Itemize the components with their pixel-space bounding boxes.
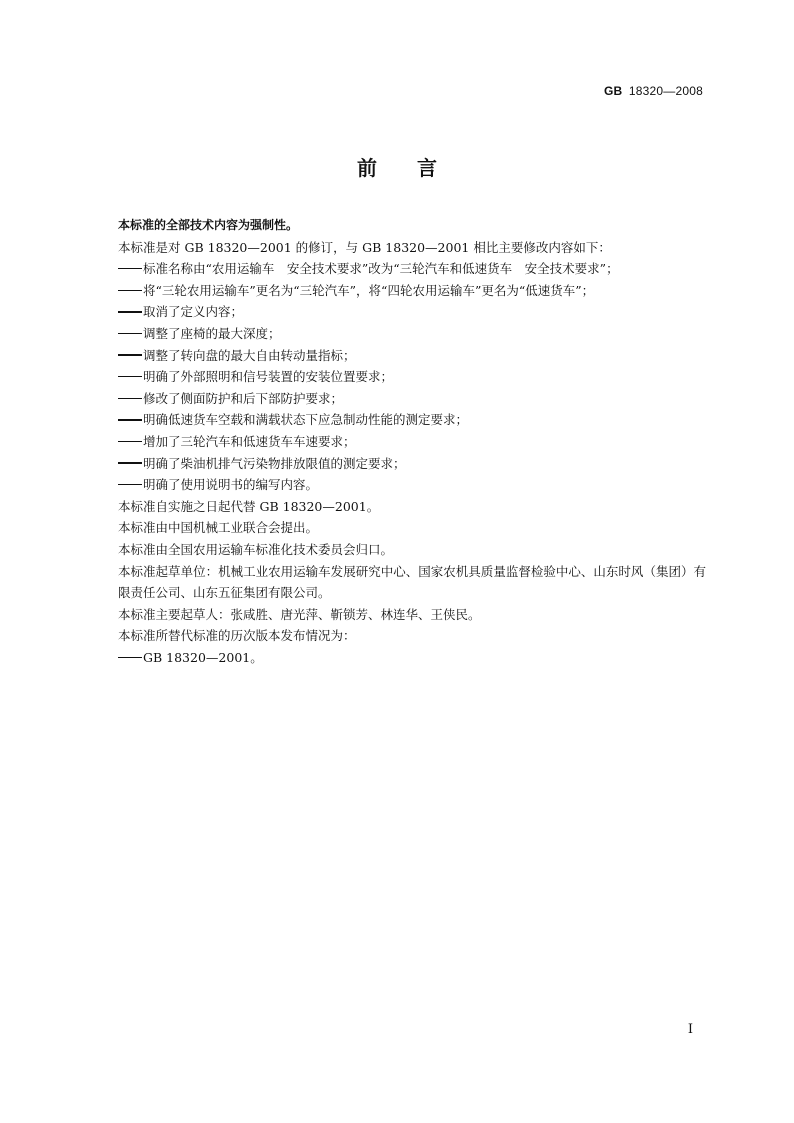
change-item: [94, 323, 706, 345]
change-item-text: 标准名称由“农用运输车 安全技术要求”改为“三轮汽车和低速货车 安全技术要求”；: [143, 261, 619, 277]
change-item-text: 修改了侧面防护和后下部防护要求；: [143, 390, 344, 406]
change-item-text: 调整了转向盘的最大自由转动量指标；: [143, 347, 356, 363]
change-item-text: 增加了三轮汽车和低速货车车速要求；: [143, 433, 356, 449]
change-item: [94, 453, 706, 475]
change-item: [94, 345, 706, 367]
dash-marker: [118, 419, 142, 421]
change-item: [94, 258, 706, 280]
change-item: [94, 474, 706, 496]
change-item: [94, 366, 706, 388]
dash-marker: [118, 376, 142, 378]
dash-marker: [118, 290, 142, 292]
change-item-text: 取消了定义内容；: [143, 304, 244, 320]
page-number: I: [687, 1022, 693, 1037]
change-item-text: 明确了柴油机排气污染物排放限值的测定要求；: [143, 455, 406, 471]
dash-marker: [118, 268, 142, 270]
change-item: [94, 301, 706, 323]
dash-marker: [118, 484, 142, 486]
history-item-text: GB 18320—2001。: [143, 649, 263, 665]
dash-marker: [118, 354, 142, 356]
change-item: [94, 431, 706, 453]
foreword-body: [94, 215, 706, 668]
replacement-statement: 本标准自实施之日起代替 GB 18320—2001。: [118, 498, 380, 514]
dash-marker: [118, 441, 142, 443]
standard-prefix: GB: [603, 84, 623, 98]
change-item: [94, 280, 706, 302]
drafters: 本标准主要起草人：张咸胜、唐光萍、靳锁芳、林连华、王侠民。: [118, 606, 481, 622]
change-item: [94, 409, 706, 431]
dash-marker: [118, 462, 142, 464]
dash-marker: [118, 398, 142, 400]
dash-marker: [118, 657, 142, 659]
history-item: [94, 647, 706, 669]
revision-intro: 本标准是对 GB 18320—2001 的修订，与 GB 18320—2001 相比主要修改内容如下：: [118, 239, 611, 255]
dash-marker: [118, 333, 142, 335]
drafting-units: 本标准起草单位：机械工业农用运输车发展研究中心、国家农机具质量监督检验中心、山东时风（集团）有限责任公司、山东五征集团有限公司。: [118, 563, 706, 601]
mandatory-statement: 本标准的全部技术内容为强制性。: [118, 218, 299, 232]
proposer-statement: 本标准由中国机械工业联合会提出。: [118, 520, 319, 536]
dash-marker: [118, 311, 142, 313]
change-item-text: 明确低速货车空载和满载状态下应急制动性能的测定要求；: [143, 412, 469, 428]
committee-statement: 本标准由全国农用运输车标准化技术委员会归口。: [118, 541, 394, 557]
change-item-text: 将“三轮农用运输车”更名为“三轮汽车”，将“四轮农用运输车”更名为“低速货车”；: [143, 282, 595, 298]
standard-number-header: [604, 84, 703, 98]
change-item-text: 明确了外部照明和信号装置的安装位置要求；: [143, 369, 394, 385]
change-item: [94, 388, 706, 410]
page-title: 前言: [357, 156, 477, 180]
history-intro: 本标准所替代标准的历次版本发布情况为：: [118, 628, 356, 644]
change-item-text: 明确了使用说明书的编写内容。: [143, 477, 319, 493]
change-item-text: 调整了座椅的最大深度；: [143, 325, 281, 341]
standard-code: 18320—2008: [628, 84, 703, 98]
